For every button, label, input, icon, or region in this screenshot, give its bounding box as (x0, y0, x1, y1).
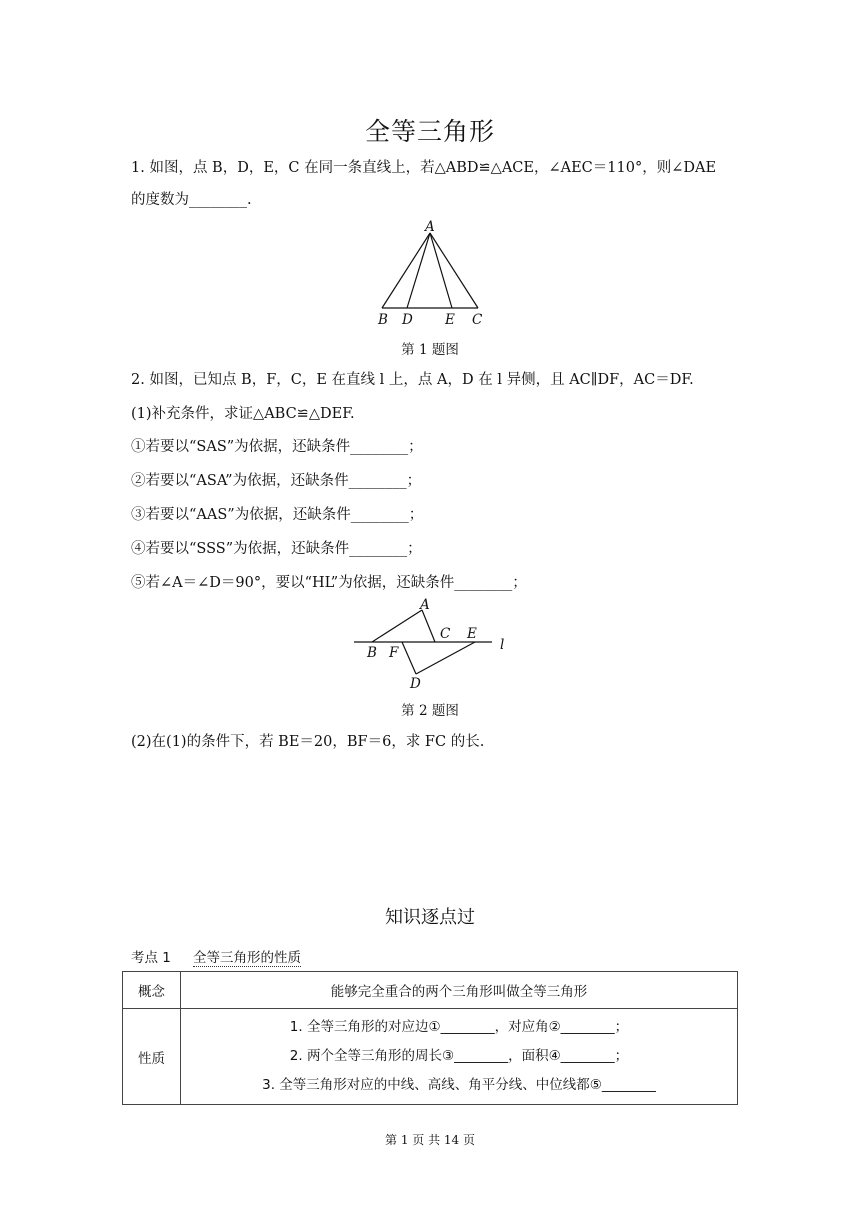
q2-figure (350, 594, 520, 694)
property-line-3: 3. 全等三角形对应的中线、高线、角平分线、中位线都⑤________ (262, 1077, 656, 1093)
q2-label-e: E (467, 626, 477, 642)
q2-label-d: D (410, 676, 421, 692)
q2-item-4: ④若要以“SSS”为依据，还缺条件________； (131, 541, 422, 557)
table-label-property: 性质 (123, 1009, 181, 1105)
q1-label-e: E (445, 312, 455, 328)
table-content-property (181, 1009, 738, 1105)
q2-part1: (1)补充条件，求证△ABC≌△DEF. (131, 406, 355, 422)
q1-label-b: B (378, 312, 388, 328)
q1-figure (370, 218, 490, 330)
q1-label-a: A (425, 219, 435, 235)
kaodian-title: 全等三角形的性质 (193, 946, 301, 967)
table-row-property (123, 1009, 738, 1105)
table-label-concept: 概念 (123, 972, 181, 1009)
q1-label-c: C (472, 312, 483, 328)
property-line-2: 2. 两个全等三角形的周长③________，面积④________； (289, 1048, 629, 1064)
q2-label-l: l (500, 637, 505, 653)
q2-label-b: B (367, 645, 377, 661)
q2-label-c: C (440, 626, 451, 642)
page-footer: 第 1 页 共 14 页 (385, 1133, 475, 1147)
q2-item-2: ②若要以“ASA”为依据，还缺条件________； (131, 473, 422, 489)
q2-item-1: ①若要以“SAS”为依据，还缺条件________； (131, 439, 423, 455)
table-content-concept: 能够完全重合的两个三角形叫做全等三角形 (181, 972, 738, 1009)
property-line-1: 1. 全等三角形的对应边①________，对应角②________； (289, 1019, 629, 1035)
q2-caption: 第 2 题图 (401, 703, 459, 719)
kaodian-label: 考点 1 (131, 950, 171, 966)
knowledge-table (122, 971, 738, 1105)
section-title: 知识逐点过 (385, 907, 475, 928)
q2-intro: 2. 如图，已知点 B，F，C，E 在直线 l 上，点 A，D 在 l 异侧，且 AC∥DF，AC＝DF. (131, 372, 694, 388)
q1-text-line1: 1. 如图，点 B，D，E，C 在同一条直线上，若△ABD≌△ACE，∠AEC＝110°，则∠DAE (131, 160, 717, 176)
q2-item-3: ③若要以“AAS”为依据，还缺条件________； (131, 507, 424, 523)
q2-label-a: A (420, 597, 430, 613)
q1-label-d: D (402, 312, 413, 328)
q1-text-line2: 的度数为________. (131, 192, 252, 208)
q2-part2: (2)在(1)的条件下，若 BE＝20，BF＝6，求 FC 的长. (131, 734, 485, 750)
q2-item-5: ⑤若∠A＝∠D＝90°，要以“HL”为依据，还缺条件________； (131, 575, 527, 591)
page-title: 全等三角形 (364, 117, 495, 146)
q2-label-f: F (389, 645, 399, 661)
table-row-concept (123, 972, 738, 1009)
q1-caption: 第 1 题图 (401, 342, 459, 358)
